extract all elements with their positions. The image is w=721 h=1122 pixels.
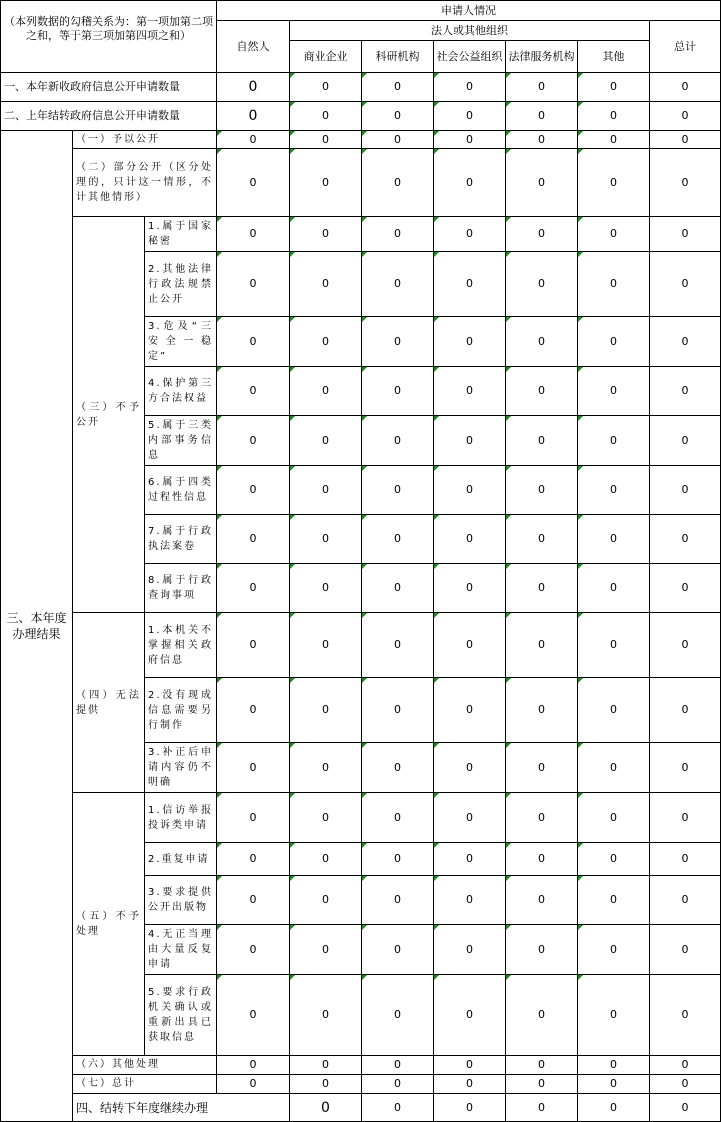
cell-value: 0: [434, 925, 506, 975]
cell-value: 0: [217, 1075, 290, 1094]
cell-value: 0: [650, 564, 721, 613]
cell-value: 0: [506, 613, 578, 678]
cell-value: 0: [434, 876, 506, 925]
cell-value: 0: [362, 416, 434, 466]
cell-value: 0: [362, 102, 434, 131]
cell-value: 0: [578, 131, 650, 149]
row-label: 1.属于国家秘密: [145, 217, 217, 252]
cell-value: 0: [650, 131, 721, 149]
cell-value: 0: [290, 843, 362, 876]
row-label: 1.信访举报投诉类申请: [145, 793, 217, 843]
row-label: 3.危及“三安全一稳定”: [145, 317, 217, 367]
row-label: 5.要求行政机关确认或重新出具已获取信息: [145, 975, 217, 1056]
cell-value: 0: [217, 367, 290, 416]
cell-value: 0: [506, 367, 578, 416]
table-row: [1, 131, 721, 149]
table-row: [1, 1075, 721, 1094]
cell-value: 0: [434, 149, 506, 217]
cell-value: 0: [434, 564, 506, 613]
cell-value: 0: [217, 217, 290, 252]
cell-value: 0: [650, 149, 721, 217]
cell-value: 0: [290, 743, 362, 793]
cell-value: 0: [217, 515, 290, 564]
cell-value: 0: [578, 102, 650, 131]
row-label: 5.属于三类内部事务信息: [145, 416, 217, 466]
cell-value: 0: [650, 252, 721, 317]
cell-value: 0: [434, 367, 506, 416]
cell-value: 0: [217, 876, 290, 925]
cell-value: 0: [578, 975, 650, 1056]
cell-value: 0: [650, 743, 721, 793]
header-natural: 自然人: [217, 21, 290, 73]
row-label: 8.属于行政查询事项: [145, 564, 217, 613]
header-sub: 商业企业: [290, 41, 362, 73]
cell-value: 0: [650, 925, 721, 975]
cell-value: 0: [506, 1056, 578, 1075]
cell-value: 0: [578, 317, 650, 367]
cell-value: 0: [217, 925, 290, 975]
cell-value: 0: [290, 1056, 362, 1075]
cell-value: 0: [217, 466, 290, 515]
cell-value: 0: [650, 678, 721, 743]
cell-value: 0: [578, 876, 650, 925]
cell-value: 0: [290, 1094, 362, 1122]
cell-value: 0: [434, 843, 506, 876]
cell-value: 0: [290, 466, 362, 515]
table-row: [1, 1094, 721, 1122]
row-label: （一）予以公开: [73, 131, 217, 149]
cell-value: 0: [217, 743, 290, 793]
cell-value: 0: [362, 466, 434, 515]
table-row: [1, 73, 721, 102]
corner-note: （本列数据的勾稽关系为：第一项加第二项之和，等于第三项加第四项之和）: [1, 1, 217, 73]
row-label: 6.属于四类过程性信息: [145, 466, 217, 515]
cell-value: 0: [290, 102, 362, 131]
cell-value: 0: [650, 1075, 721, 1094]
cell-value: 0: [506, 793, 578, 843]
cell-value: 0: [217, 73, 290, 102]
cell-value: 0: [434, 1075, 506, 1094]
cell-value: 0: [578, 1094, 650, 1122]
row-label: 4.保护第三方合法权益: [145, 367, 217, 416]
row-label: 7.属于行政执法案卷: [145, 515, 217, 564]
cell-value: 0: [290, 613, 362, 678]
cell-value: 0: [217, 317, 290, 367]
cell-value: 0: [650, 793, 721, 843]
cell-value: 0: [578, 466, 650, 515]
cell-value: 0: [217, 678, 290, 743]
cell-value: 0: [506, 217, 578, 252]
cell-value: 0: [290, 678, 362, 743]
cell-value: 0: [290, 564, 362, 613]
cell-value: 0: [650, 317, 721, 367]
cell-value: 0: [362, 793, 434, 843]
results-label: 三、本年度办理结果: [1, 131, 73, 1122]
cell-value: 0: [434, 131, 506, 149]
row-label: （二）部分公开（区分处理的，只计这一情形，不计其他情形）: [73, 149, 217, 217]
cell-value: 0: [506, 416, 578, 466]
cell-value: 0: [362, 131, 434, 149]
cell-value: 0: [650, 367, 721, 416]
cell-value: 0: [362, 515, 434, 564]
not-open-label: （三）不予公开: [73, 217, 145, 613]
cell-value: 0: [578, 217, 650, 252]
row-label: 3.补正后申请内容仍不明确: [145, 743, 217, 793]
cell-value: 0: [217, 1056, 290, 1075]
cell-value: 0: [362, 843, 434, 876]
table-row: [1, 613, 721, 678]
cell-value: 0: [434, 252, 506, 317]
cell-value: 0: [650, 466, 721, 515]
cell-value: 0: [362, 564, 434, 613]
cell-value: 0: [290, 876, 362, 925]
cell-value: 0: [290, 416, 362, 466]
cell-value: 0: [362, 925, 434, 975]
cell-value: 0: [650, 876, 721, 925]
cell-value: 0: [362, 1056, 434, 1075]
cell-value: 0: [434, 73, 506, 102]
cell-value: 0: [578, 564, 650, 613]
cell-value: 0: [290, 252, 362, 317]
cell-value: 0: [578, 843, 650, 876]
cell-value: 0: [434, 416, 506, 466]
cell-value: 0: [217, 843, 290, 876]
cell-value: 0: [362, 1075, 434, 1094]
cell-value: 0: [434, 317, 506, 367]
header-applicant: 申请人情况: [217, 1, 721, 21]
cell-value: 0: [434, 515, 506, 564]
row-label: 1.本机关不掌握相关政府信息: [145, 613, 217, 678]
table-row: [1, 102, 721, 131]
cell-value: 0: [362, 252, 434, 317]
cell-value: 0: [506, 743, 578, 793]
cell-value: 0: [506, 131, 578, 149]
cell-value: 0: [650, 73, 721, 102]
cell-value: 0: [434, 975, 506, 1056]
cell-value: 0: [434, 793, 506, 843]
cell-value: 0: [362, 317, 434, 367]
row-label: 3.要求提供公开出版物: [145, 876, 217, 925]
cell-value: 0: [434, 217, 506, 252]
cell-value: 0: [290, 975, 362, 1056]
cell-value: 0: [578, 73, 650, 102]
cell-value: 0: [506, 678, 578, 743]
header-sub: 其他: [578, 41, 650, 73]
cell-value: 0: [434, 466, 506, 515]
cell-value: 0: [217, 131, 290, 149]
cell-value: 0: [650, 1094, 721, 1122]
table-row: [1, 1056, 721, 1075]
cell-value: 0: [506, 975, 578, 1056]
cell-value: 0: [217, 564, 290, 613]
header-legal: 法人或其他组织: [290, 21, 650, 41]
row-label: 2.其他法律行政法规禁止公开: [145, 252, 217, 317]
cell-value: 0: [362, 73, 434, 102]
header-sub: 社会公益组织: [434, 41, 506, 73]
cell-value: 0: [578, 252, 650, 317]
cell-value: 0: [217, 416, 290, 466]
cell-value: 0: [506, 466, 578, 515]
cell-value: 0: [506, 876, 578, 925]
cell-value: 0: [362, 1094, 434, 1122]
row-label: 4.无正当理由大量反复申请: [145, 925, 217, 975]
row-label: （六）其他处理: [73, 1056, 217, 1075]
cell-value: 0: [434, 743, 506, 793]
cell-value: 0: [578, 1056, 650, 1075]
cell-value: 0: [506, 317, 578, 367]
cell-value: 0: [578, 793, 650, 843]
cell-value: 0: [434, 1056, 506, 1075]
cell-value: 0: [650, 515, 721, 564]
cell-value: 0: [362, 743, 434, 793]
cell-value: 0: [650, 217, 721, 252]
table-row: [1, 793, 721, 843]
cell-value: 0: [578, 1075, 650, 1094]
cell-value: 0: [290, 515, 362, 564]
cell-value: 0: [506, 1075, 578, 1094]
cell-value: 0: [578, 743, 650, 793]
cell-value: 0: [650, 416, 721, 466]
header-sub: 科研机构: [362, 41, 434, 73]
cell-value: 0: [578, 149, 650, 217]
cell-value: 0: [290, 149, 362, 217]
cell-value: 0: [290, 317, 362, 367]
cell-value: 0: [362, 149, 434, 217]
cell-value: 0: [506, 564, 578, 613]
cell-value: 0: [506, 843, 578, 876]
unable-label: （四）无法提供: [73, 613, 145, 793]
cell-value: 0: [506, 102, 578, 131]
cell-value: 0: [290, 73, 362, 102]
cell-value: 0: [362, 975, 434, 1056]
cell-value: 0: [290, 367, 362, 416]
cell-value: 0: [506, 73, 578, 102]
cell-value: 0: [362, 613, 434, 678]
cell-value: 0: [290, 925, 362, 975]
cell-value: 0: [650, 843, 721, 876]
row-label: 一、本年新收政府信息公开申请数量: [1, 73, 217, 102]
cell-value: 0: [578, 678, 650, 743]
cell-value: 0: [362, 678, 434, 743]
cell-value: 0: [217, 149, 290, 217]
row-label: （七）总计: [73, 1075, 217, 1094]
cell-value: 0: [362, 876, 434, 925]
table-row: [1, 149, 721, 217]
cell-value: 0: [217, 613, 290, 678]
cell-value: 0: [650, 1056, 721, 1075]
header-sub: 法律服务机构: [506, 41, 578, 73]
cell-value: 0: [362, 367, 434, 416]
cell-value: 0: [506, 515, 578, 564]
cell-value: 0: [434, 1094, 506, 1122]
row-label: 四、结转下年度继续办理: [73, 1094, 290, 1122]
cell-value: 0: [217, 975, 290, 1056]
cell-value: 0: [217, 252, 290, 317]
cell-value: 0: [578, 416, 650, 466]
cell-value: 0: [362, 217, 434, 252]
cell-value: 0: [217, 102, 290, 131]
cell-value: 0: [290, 131, 362, 149]
no-process-label: （五）不予处理: [73, 793, 145, 1056]
header-total: 总计: [650, 21, 721, 73]
cell-value: 0: [434, 102, 506, 131]
cell-value: 0: [506, 925, 578, 975]
cell-value: 0: [506, 252, 578, 317]
cell-value: 0: [578, 367, 650, 416]
cell-value: 0: [650, 613, 721, 678]
table-row: [1, 217, 721, 252]
cell-value: 0: [578, 925, 650, 975]
cell-value: 0: [578, 515, 650, 564]
cell-value: 0: [650, 975, 721, 1056]
row-label: 二、上年结转政府信息公开申请数量: [1, 102, 217, 131]
row-label: 2.重复申请: [145, 843, 217, 876]
cell-value: 0: [290, 1075, 362, 1094]
cell-value: 0: [506, 149, 578, 217]
row-label: 2.没有现成信息需要另行制作: [145, 678, 217, 743]
cell-value: 0: [434, 613, 506, 678]
cell-value: 0: [506, 1094, 578, 1122]
cell-value: 0: [434, 678, 506, 743]
cell-value: 0: [217, 793, 290, 843]
cell-value: 0: [290, 217, 362, 252]
cell-value: 0: [290, 793, 362, 843]
cell-value: 0: [650, 102, 721, 131]
cell-value: 0: [578, 613, 650, 678]
